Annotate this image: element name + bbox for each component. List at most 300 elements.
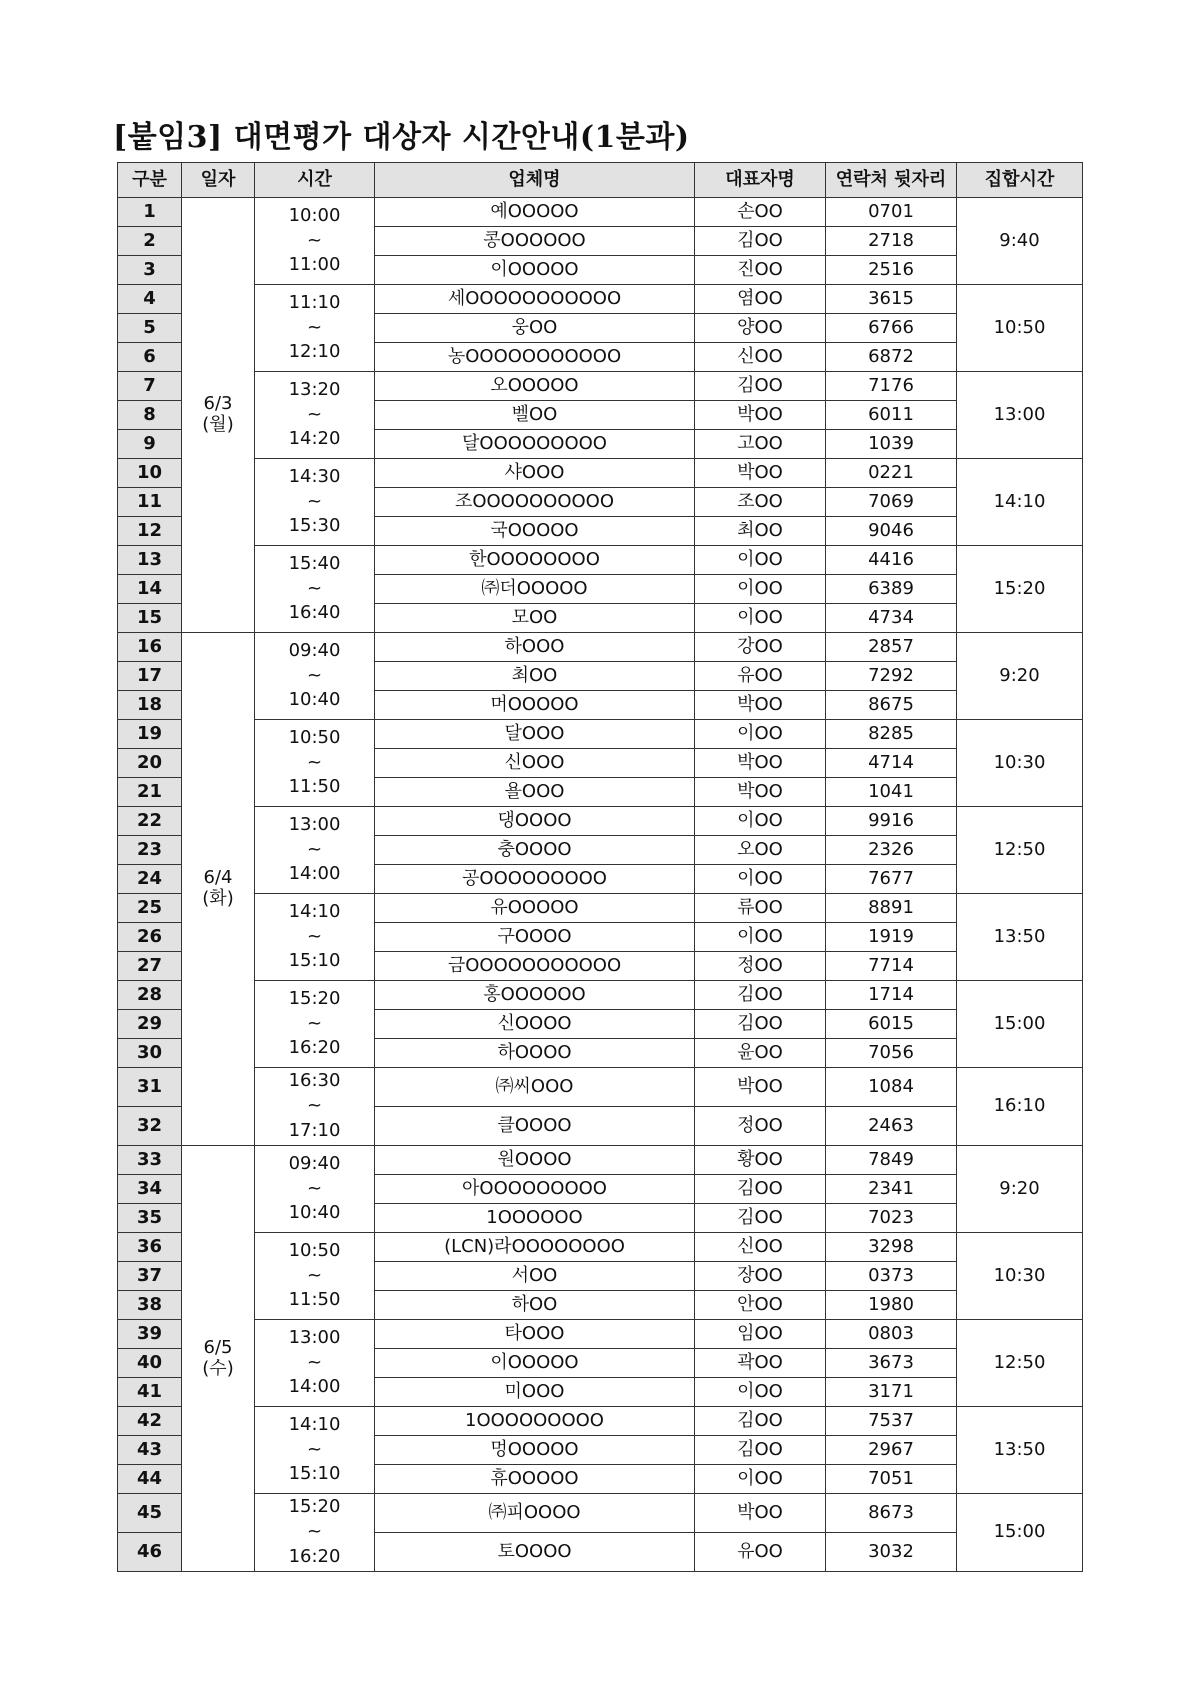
gather-time: 15:00 <box>957 981 1083 1068</box>
time-tilde: ~ <box>306 925 323 947</box>
table-row <box>118 981 1083 1010</box>
gather-time: 13:50 <box>957 894 1083 981</box>
contact-last-digits: 7292 <box>826 662 957 691</box>
time-slot-cell <box>255 198 375 285</box>
row-number: 5 <box>118 314 182 343</box>
contact-last-digits: 4734 <box>826 604 957 633</box>
time-tilde: ~ <box>306 316 323 338</box>
contact-last-digits: 7677 <box>826 865 957 894</box>
contact-last-digits: 7069 <box>826 488 957 517</box>
representative-name: 염OO <box>695 285 826 314</box>
contact-last-digits: 6766 <box>826 314 957 343</box>
contact-last-digits: 1714 <box>826 981 957 1010</box>
row-number: 43 <box>118 1436 182 1465</box>
representative-name: 강OO <box>695 633 826 662</box>
time-slot-cell <box>255 1494 375 1572</box>
row-number: 1 <box>118 198 182 227</box>
representative-name: 이OO <box>695 1378 826 1407</box>
gather-time: 9:20 <box>957 1146 1083 1233</box>
table-row <box>118 1233 1083 1262</box>
time-start: 09:40 <box>288 1152 341 1174</box>
date-day: 6/4 <box>203 867 233 889</box>
date-day: 6/3 <box>203 393 233 415</box>
row-number: 29 <box>118 1010 182 1039</box>
company-name: 한OOOOOOOO <box>375 546 695 575</box>
contact-last-digits: 2857 <box>826 633 957 662</box>
representative-name: 박OO <box>695 749 826 778</box>
contact-last-digits: 3032 <box>826 1533 957 1572</box>
header-time: 시간 <box>255 163 375 198</box>
row-number: 41 <box>118 1378 182 1407</box>
row-number: 26 <box>118 923 182 952</box>
contact-last-digits: 3171 <box>826 1378 957 1407</box>
contact-last-digits: 1039 <box>826 430 957 459</box>
company-name: 달OOO <box>375 720 695 749</box>
row-number: 32 <box>118 1107 182 1146</box>
company-name: 모OO <box>375 604 695 633</box>
schedule-table <box>117 162 1083 1572</box>
company-name: ㈜더OOOOO <box>375 575 695 604</box>
company-name: ㈜씨OOO <box>375 1068 695 1107</box>
time-start: 15:40 <box>288 552 341 574</box>
contact-last-digits: 6015 <box>826 1010 957 1039</box>
row-number: 34 <box>118 1175 182 1204</box>
contact-last-digits: 7176 <box>826 372 957 401</box>
representative-name: 조OO <box>695 488 826 517</box>
row-number: 10 <box>118 459 182 488</box>
row-number: 13 <box>118 546 182 575</box>
company-name: 콩OOOOOO <box>375 227 695 256</box>
time-tilde: ~ <box>306 751 323 773</box>
row-number: 7 <box>118 372 182 401</box>
time-start: 10:00 <box>288 204 341 226</box>
time-slot-cell <box>255 285 375 372</box>
time-start: 14:30 <box>288 465 341 487</box>
table-body <box>118 198 1083 1572</box>
row-number: 11 <box>118 488 182 517</box>
time-slot-cell <box>255 720 375 807</box>
row-number: 24 <box>118 865 182 894</box>
company-name: 홍OOOOOO <box>375 981 695 1010</box>
time-slot-cell <box>255 633 375 720</box>
row-number: 14 <box>118 575 182 604</box>
row-number: 46 <box>118 1533 182 1572</box>
time-start: 13:00 <box>288 1326 341 1348</box>
contact-last-digits: 2326 <box>826 836 957 865</box>
time-end: 11:50 <box>288 1289 341 1311</box>
company-name: 원OOOO <box>375 1146 695 1175</box>
company-name: 최OO <box>375 662 695 691</box>
row-number: 33 <box>118 1146 182 1175</box>
representative-name: 김OO <box>695 1407 826 1436</box>
time-tilde: ~ <box>306 403 323 425</box>
contact-last-digits: 2967 <box>826 1436 957 1465</box>
company-name: 충OOOO <box>375 836 695 865</box>
company-name: 1OOOOOOOOO <box>375 1407 695 1436</box>
table-row <box>118 459 1083 488</box>
time-end: 10:40 <box>288 689 341 711</box>
table-row <box>118 546 1083 575</box>
representative-name: 신OO <box>695 1233 826 1262</box>
gather-time: 12:50 <box>957 807 1083 894</box>
company-name: 머OOOOO <box>375 691 695 720</box>
header-no: 구분 <box>118 163 182 198</box>
company-name: 오OOOOO <box>375 372 695 401</box>
representative-name: 박OO <box>695 691 826 720</box>
company-name: 이OOOOO <box>375 256 695 285</box>
time-end: 15:30 <box>288 515 341 537</box>
row-number: 28 <box>118 981 182 1010</box>
representative-name: 신OO <box>695 343 826 372</box>
gather-time: 9:20 <box>957 633 1083 720</box>
row-number: 37 <box>118 1262 182 1291</box>
company-name: 클OOOO <box>375 1107 695 1146</box>
contact-last-digits: 8673 <box>826 1494 957 1533</box>
row-number: 23 <box>118 836 182 865</box>
table-row <box>118 807 1083 836</box>
representative-name: 김OO <box>695 1204 826 1233</box>
contact-last-digits: 0701 <box>826 198 957 227</box>
contact-last-digits: 9046 <box>826 517 957 546</box>
company-name: 국OOOOO <box>375 517 695 546</box>
company-name: 토OOOO <box>375 1533 695 1572</box>
header-company: 업체명 <box>375 163 695 198</box>
representative-name: 이OO <box>695 865 826 894</box>
gather-time: 15:20 <box>957 546 1083 633</box>
representative-name: 진OO <box>695 256 826 285</box>
representative-name: 박OO <box>695 401 826 430</box>
time-slot-cell <box>255 459 375 546</box>
row-number: 25 <box>118 894 182 923</box>
company-name: 휴OOOOO <box>375 1465 695 1494</box>
row-number: 6 <box>118 343 182 372</box>
time-slot-cell <box>255 1407 375 1494</box>
time-tilde: ~ <box>306 229 323 251</box>
contact-last-digits: 6872 <box>826 343 957 372</box>
table-row <box>118 720 1083 749</box>
contact-last-digits: 8891 <box>826 894 957 923</box>
representative-name: 장OO <box>695 1262 826 1291</box>
gather-time: 9:40 <box>957 198 1083 285</box>
time-slot-cell <box>255 981 375 1068</box>
company-name: 신OOO <box>375 749 695 778</box>
row-number: 18 <box>118 691 182 720</box>
gather-time: 12:50 <box>957 1320 1083 1407</box>
table-row <box>118 1494 1083 1533</box>
time-start: 13:00 <box>288 813 341 835</box>
contact-last-digits: 2341 <box>826 1175 957 1204</box>
time-tilde: ~ <box>306 1177 323 1199</box>
table-row <box>118 1146 1083 1175</box>
contact-last-digits: 1084 <box>826 1068 957 1107</box>
contact-last-digits: 8675 <box>826 691 957 720</box>
representative-name: 임OO <box>695 1320 826 1349</box>
time-end: 10:40 <box>288 1202 341 1224</box>
contact-last-digits: 7714 <box>826 952 957 981</box>
row-number: 31 <box>118 1068 182 1107</box>
time-slot-cell <box>255 1320 375 1407</box>
time-start: 15:20 <box>288 1496 341 1518</box>
gather-time: 13:00 <box>957 372 1083 459</box>
company-name: ㈜피OOOO <box>375 1494 695 1533</box>
contact-last-digits: 7023 <box>826 1204 957 1233</box>
representative-name: 윤OO <box>695 1039 826 1068</box>
contact-last-digits: 1919 <box>826 923 957 952</box>
time-slot-cell <box>255 546 375 633</box>
contact-last-digits: 0373 <box>826 1262 957 1291</box>
time-tilde: ~ <box>306 490 323 512</box>
time-end: 16:40 <box>288 602 341 624</box>
representative-name: 황OO <box>695 1146 826 1175</box>
row-number: 20 <box>118 749 182 778</box>
contact-last-digits: 2463 <box>826 1107 957 1146</box>
date-weekday: (월) <box>202 414 234 435</box>
company-name: 신OOOO <box>375 1010 695 1039</box>
representative-name: 이OO <box>695 546 826 575</box>
company-name: 웅OO <box>375 314 695 343</box>
gather-time: 10:30 <box>957 1233 1083 1320</box>
representative-name: 유OO <box>695 1533 826 1572</box>
row-number: 19 <box>118 720 182 749</box>
contact-last-digits: 7849 <box>826 1146 957 1175</box>
representative-name: 김OO <box>695 1010 826 1039</box>
row-number: 38 <box>118 1291 182 1320</box>
contact-last-digits: 2516 <box>826 256 957 285</box>
time-end: 15:10 <box>288 950 341 972</box>
time-end: 16:20 <box>288 1037 341 1059</box>
representative-name: 양OO <box>695 314 826 343</box>
time-end: 15:10 <box>288 1463 341 1485</box>
representative-name: 김OO <box>695 1436 826 1465</box>
time-tilde: ~ <box>306 838 323 860</box>
representative-name: 오OO <box>695 836 826 865</box>
time-end: 16:20 <box>288 1545 341 1567</box>
row-number: 42 <box>118 1407 182 1436</box>
time-tilde: ~ <box>306 1438 323 1460</box>
representative-name: 이OO <box>695 604 826 633</box>
company-name: 타OOO <box>375 1320 695 1349</box>
representative-name: 김OO <box>695 1175 826 1204</box>
company-name: 하OOOO <box>375 1039 695 1068</box>
contact-last-digits: 3673 <box>826 1349 957 1378</box>
representative-name: 고OO <box>695 430 826 459</box>
header-contact: 연락처 뒷자리 <box>826 163 957 198</box>
table-row <box>118 633 1083 662</box>
row-number: 35 <box>118 1204 182 1233</box>
row-number: 21 <box>118 778 182 807</box>
representative-name: 이OO <box>695 1465 826 1494</box>
table-row <box>118 198 1083 227</box>
table-row <box>118 372 1083 401</box>
table-row <box>118 285 1083 314</box>
representative-name: 김OO <box>695 981 826 1010</box>
company-name: 욜OOO <box>375 778 695 807</box>
representative-name: 손OO <box>695 198 826 227</box>
company-name: 유OOOOO <box>375 894 695 923</box>
row-number: 40 <box>118 1349 182 1378</box>
representative-name: 정OO <box>695 952 826 981</box>
page-title: [붙임3] 대면평가 대상자 시간안내(1분과) <box>113 120 690 155</box>
time-slot-cell <box>255 1146 375 1233</box>
time-start: 16:30 <box>288 1070 341 1092</box>
company-name: 하OOO <box>375 633 695 662</box>
time-tilde: ~ <box>306 1521 323 1543</box>
time-start: 09:40 <box>288 639 341 661</box>
company-name: 금OOOOOOOOOOO <box>375 952 695 981</box>
company-name: 1OOOOOO <box>375 1204 695 1233</box>
contact-last-digits: 7537 <box>826 1407 957 1436</box>
company-name: 하OO <box>375 1291 695 1320</box>
gather-time: 14:10 <box>957 459 1083 546</box>
time-tilde: ~ <box>306 664 323 686</box>
row-number: 17 <box>118 662 182 691</box>
time-start: 14:10 <box>288 1413 341 1435</box>
contact-last-digits: 8285 <box>826 720 957 749</box>
table-row <box>118 894 1083 923</box>
time-slot-cell <box>255 1233 375 1320</box>
row-number: 16 <box>118 633 182 662</box>
row-number: 8 <box>118 401 182 430</box>
contact-last-digits: 1041 <box>826 778 957 807</box>
representative-name: 김OO <box>695 227 826 256</box>
company-name: 이OOOOO <box>375 1349 695 1378</box>
company-name: 아OOOOOOOOO <box>375 1175 695 1204</box>
representative-name: 정OO <box>695 1107 826 1146</box>
time-start: 14:10 <box>288 900 341 922</box>
company-name: 미OOO <box>375 1378 695 1407</box>
time-slot-cell <box>255 894 375 981</box>
date-weekday: (수) <box>202 1357 234 1379</box>
date-cell <box>182 1146 255 1572</box>
representative-name: 최OO <box>695 517 826 546</box>
time-tilde: ~ <box>306 577 323 599</box>
company-name: 댕OOOO <box>375 807 695 836</box>
gather-time: 15:00 <box>957 1494 1083 1572</box>
representative-name: 이OO <box>695 923 826 952</box>
representative-name: 유OO <box>695 662 826 691</box>
row-number: 45 <box>118 1494 182 1533</box>
gather-time: 10:50 <box>957 285 1083 372</box>
time-slot-cell <box>255 1068 375 1146</box>
company-name: (LCN)라OOOOOOOO <box>375 1233 695 1262</box>
contact-last-digits: 3298 <box>826 1233 957 1262</box>
company-name: 공OOOOOOOOO <box>375 865 695 894</box>
representative-name: 박OO <box>695 1494 826 1533</box>
company-name: 구OOOO <box>375 923 695 952</box>
time-tilde: ~ <box>306 1351 323 1373</box>
time-end: 14:00 <box>288 863 341 885</box>
representative-name: 이OO <box>695 575 826 604</box>
time-start: 10:50 <box>288 1239 341 1261</box>
time-tilde: ~ <box>306 1095 323 1117</box>
date-cell <box>182 633 255 1146</box>
date-day: 6/5 <box>203 1336 233 1358</box>
time-start: 11:10 <box>288 291 341 313</box>
header-row <box>118 163 1083 198</box>
row-number: 44 <box>118 1465 182 1494</box>
row-number: 3 <box>118 256 182 285</box>
row-number: 9 <box>118 430 182 459</box>
row-number: 22 <box>118 807 182 836</box>
header-gather-time: 집합시간 <box>957 163 1083 198</box>
gather-time: 13:50 <box>957 1407 1083 1494</box>
time-end: 14:20 <box>288 428 341 450</box>
company-name: 농OOOOOOOOOOO <box>375 343 695 372</box>
contact-last-digits: 1980 <box>826 1291 957 1320</box>
contact-last-digits: 7056 <box>826 1039 957 1068</box>
contact-last-digits: 3615 <box>826 285 957 314</box>
representative-name: 박OO <box>695 778 826 807</box>
time-slot-cell <box>255 372 375 459</box>
contact-last-digits: 6389 <box>826 575 957 604</box>
time-end: 14:00 <box>288 1376 341 1398</box>
time-end: 17:10 <box>288 1119 341 1141</box>
contact-last-digits: 2718 <box>826 227 957 256</box>
company-name: 멍OOOOO <box>375 1436 695 1465</box>
time-start: 13:20 <box>288 378 341 400</box>
time-tilde: ~ <box>306 1264 323 1286</box>
representative-name: 박OO <box>695 1068 826 1107</box>
contact-last-digits: 4416 <box>826 546 957 575</box>
row-number: 27 <box>118 952 182 981</box>
contact-last-digits: 0803 <box>826 1320 957 1349</box>
time-slot-cell <box>255 807 375 894</box>
time-start: 15:20 <box>288 987 341 1009</box>
time-end: 11:50 <box>288 776 341 798</box>
time-end: 12:10 <box>288 341 341 363</box>
row-number: 15 <box>118 604 182 633</box>
company-name: 벨OO <box>375 401 695 430</box>
company-name: 조OOOOOOOOOO <box>375 488 695 517</box>
date-cell <box>182 198 255 633</box>
representative-name: 김OO <box>695 372 826 401</box>
contact-last-digits: 9916 <box>826 807 957 836</box>
contact-last-digits: 6011 <box>826 401 957 430</box>
table-row <box>118 1068 1083 1107</box>
header-date: 일자 <box>182 163 255 198</box>
gather-time: 16:10 <box>957 1068 1083 1146</box>
row-number: 39 <box>118 1320 182 1349</box>
gather-time: 10:30 <box>957 720 1083 807</box>
time-tilde: ~ <box>306 1012 323 1034</box>
table-row <box>118 1407 1083 1436</box>
company-name: 세OOOOOOOOOOO <box>375 285 695 314</box>
representative-name: 곽OO <box>695 1349 826 1378</box>
representative-name: 안OO <box>695 1291 826 1320</box>
row-number: 36 <box>118 1233 182 1262</box>
row-number: 2 <box>118 227 182 256</box>
contact-last-digits: 0221 <box>826 459 957 488</box>
company-name: 샤OOO <box>375 459 695 488</box>
date-weekday: (화) <box>202 888 234 909</box>
representative-name: 박OO <box>695 459 826 488</box>
representative-name: 이OO <box>695 807 826 836</box>
time-end: 11:00 <box>288 254 341 276</box>
contact-last-digits: 7051 <box>826 1465 957 1494</box>
row-number: 4 <box>118 285 182 314</box>
contact-last-digits: 4714 <box>826 749 957 778</box>
row-number: 12 <box>118 517 182 546</box>
representative-name: 류OO <box>695 894 826 923</box>
representative-name: 이OO <box>695 720 826 749</box>
company-name: 서OO <box>375 1262 695 1291</box>
header-representative: 대표자명 <box>695 163 826 198</box>
table-row <box>118 1320 1083 1349</box>
row-number: 30 <box>118 1039 182 1068</box>
company-name: 달OOOOOOOOO <box>375 430 695 459</box>
company-name: 예OOOOO <box>375 198 695 227</box>
time-start: 10:50 <box>288 726 341 748</box>
